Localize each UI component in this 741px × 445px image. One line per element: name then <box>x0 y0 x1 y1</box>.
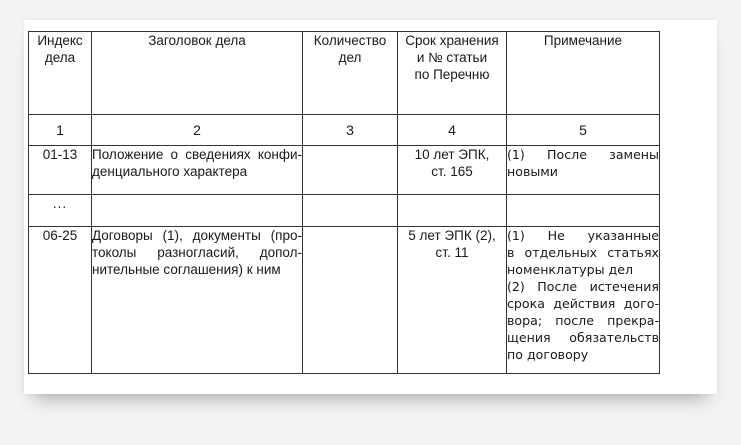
row-term <box>398 195 507 227</box>
header-term-line: Срок хранения <box>405 33 499 48</box>
column-number: 5 <box>507 115 660 146</box>
row-title <box>92 146 303 195</box>
row-count <box>303 227 398 374</box>
row-index: 01-13 <box>29 146 92 195</box>
row-note <box>507 195 660 227</box>
column-number: 4 <box>398 115 507 146</box>
row-title-line: токолы разногласий, допол- <box>92 245 302 260</box>
table-row <box>29 195 660 227</box>
row-note-line: срока действия дого- <box>507 296 659 311</box>
row-note-line: номенклатуры дел <box>507 262 634 277</box>
row-term <box>398 146 507 195</box>
row-title-line: Договоры (1), документы (про- <box>92 228 302 243</box>
row-index: 06-25 <box>29 227 92 374</box>
header-row <box>29 32 660 115</box>
row-note-line: (1) После замены <box>507 147 659 162</box>
row-note-line: вора; после прекра- <box>507 313 659 328</box>
nomenclature-table <box>28 31 660 374</box>
header-count-line: дел <box>338 50 362 65</box>
row-title-line: Положение о сведениях конфи- <box>92 147 302 162</box>
column-number: 2 <box>92 115 303 146</box>
row-count <box>303 146 398 195</box>
column-number: 1 <box>29 115 92 146</box>
row-note <box>507 146 660 195</box>
row-term-line: ст. 11 <box>435 245 469 260</box>
header-count <box>303 32 398 115</box>
row-note-line: щения обязательств <box>507 330 659 345</box>
row-note-line: новыми <box>507 164 558 179</box>
header-title <box>92 32 303 115</box>
column-number-row <box>29 115 660 146</box>
row-note-line: (1) Не указанные <box>507 228 659 243</box>
header-note <box>507 32 660 115</box>
row-title <box>92 227 303 374</box>
row-note-line: в отдельных статьях <box>507 245 659 260</box>
table-row <box>29 227 660 374</box>
header-count-line: Количество <box>313 33 387 48</box>
header-index <box>29 32 92 115</box>
row-count <box>303 195 398 227</box>
header-term-line: и № статьи <box>416 50 488 65</box>
row-note <box>507 227 660 374</box>
header-title-line: Заголовок дела <box>148 33 246 48</box>
table-row <box>29 146 660 195</box>
row-note-line: по договору <box>507 347 589 362</box>
row-title-line: нительные соглашения) к ним <box>92 262 281 277</box>
row-term-line: 10 лет ЭПК, <box>414 147 490 162</box>
column-number: 3 <box>303 115 398 146</box>
header-index-line: дела <box>44 50 76 65</box>
row-term-line: ст. 165 <box>431 164 473 179</box>
header-note-line: Примечание <box>543 33 623 48</box>
row-term <box>398 227 507 374</box>
header-index-line: Индекс <box>37 33 83 48</box>
header-term <box>398 32 507 115</box>
row-index: ... <box>29 195 92 227</box>
row-note-line: (2) После истечения <box>507 279 659 294</box>
row-title-line: денциального характера <box>92 164 248 179</box>
row-title <box>92 195 303 227</box>
header-term-line: по Перечню <box>414 67 490 82</box>
row-term-line: 5 лет ЭПК (2), <box>408 228 496 243</box>
